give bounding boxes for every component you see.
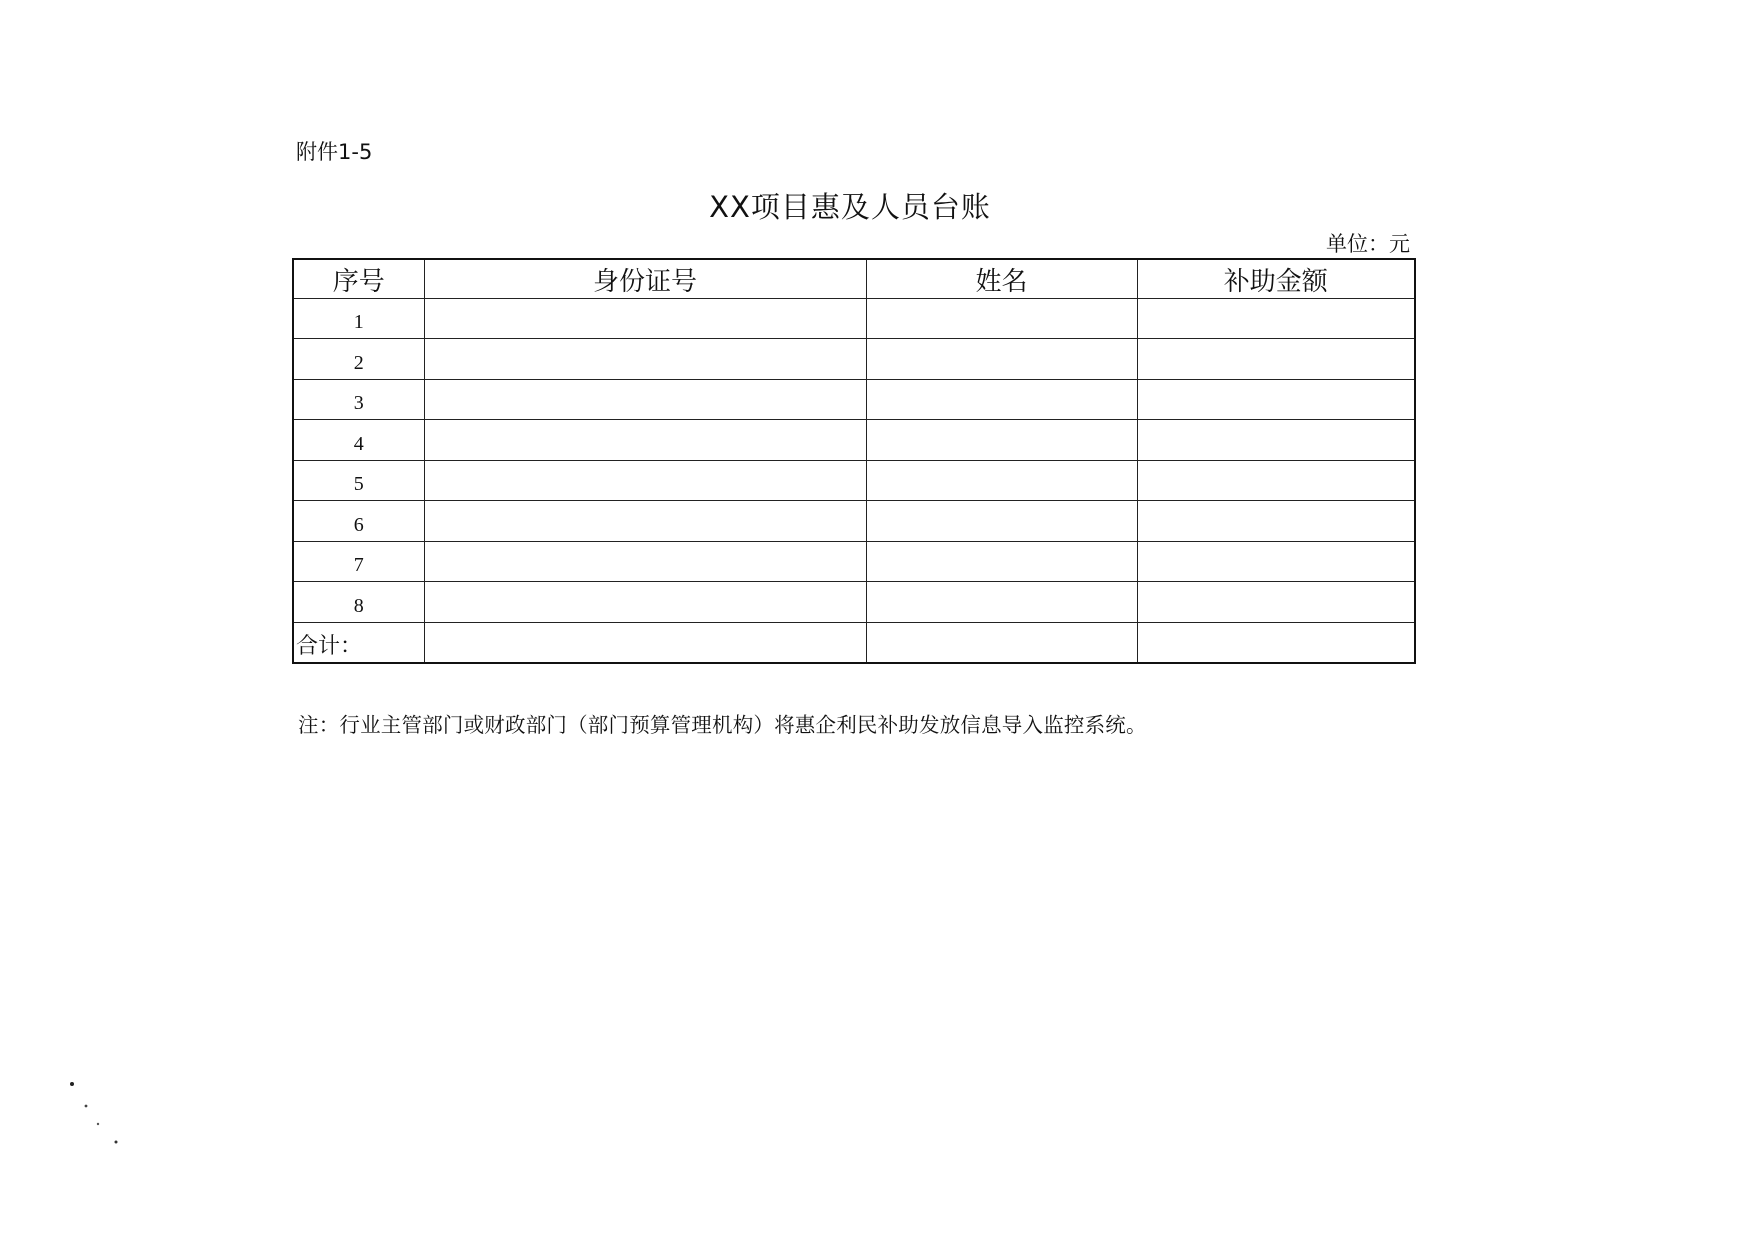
attachment-label: 附件1-5	[296, 140, 373, 164]
header-seq: 序号	[293, 259, 424, 298]
table-total-row	[293, 622, 1415, 663]
cell-name	[866, 582, 1137, 623]
row-seq: 1	[293, 298, 424, 339]
cell-name	[866, 541, 1137, 582]
cell-id-number	[424, 582, 866, 623]
table-row	[293, 501, 1415, 542]
table-row	[293, 379, 1415, 420]
cell-name	[866, 339, 1137, 380]
cell-name	[866, 501, 1137, 542]
document-title: XX项目惠及人员台账	[709, 190, 991, 224]
cell-id-number	[424, 541, 866, 582]
header-id-number: 身份证号	[424, 259, 866, 298]
cell-subsidy-amount	[1137, 460, 1415, 501]
unit-label: 单位：元	[1326, 232, 1410, 256]
cell-id-number	[424, 420, 866, 461]
cell-id-number	[424, 298, 866, 339]
cell-id-number	[424, 460, 866, 501]
total-subsidy-amount	[1137, 622, 1415, 663]
table-header-row	[293, 259, 1415, 298]
total-label: 合计：	[293, 622, 424, 663]
table-row	[293, 460, 1415, 501]
row-seq: 4	[293, 420, 424, 461]
row-seq: 3	[293, 379, 424, 420]
cell-subsidy-amount	[1137, 298, 1415, 339]
row-seq: 6	[293, 501, 424, 542]
cell-subsidy-amount	[1137, 541, 1415, 582]
cell-subsidy-amount	[1137, 582, 1415, 623]
total-id-number	[424, 622, 866, 663]
table-row	[293, 582, 1415, 623]
cell-id-number	[424, 501, 866, 542]
header-name: 姓名	[866, 259, 1137, 298]
cell-subsidy-amount	[1137, 379, 1415, 420]
cell-name	[866, 298, 1137, 339]
cell-name	[866, 379, 1137, 420]
cell-subsidy-amount	[1137, 339, 1415, 380]
cell-subsidy-amount	[1137, 501, 1415, 542]
footnote: 注：行业主管部门或财政部门（部门预算管理机构）将惠企利民补助发放信息导入监控系统。	[298, 713, 1147, 737]
table-row	[293, 298, 1415, 339]
cell-id-number	[424, 339, 866, 380]
row-seq: 8	[293, 582, 424, 623]
table-row	[293, 541, 1415, 582]
cell-name	[866, 420, 1137, 461]
cell-name	[866, 460, 1137, 501]
table-row	[293, 339, 1415, 380]
total-name	[866, 622, 1137, 663]
row-seq: 2	[293, 339, 424, 380]
cell-id-number	[424, 379, 866, 420]
scan-speck-marks	[60, 1080, 120, 1150]
table-row	[293, 420, 1415, 461]
beneficiary-ledger-table	[292, 258, 1416, 664]
header-subsidy-amount: 补助金额	[1137, 259, 1415, 298]
row-seq: 5	[293, 460, 424, 501]
cell-subsidy-amount	[1137, 420, 1415, 461]
row-seq: 7	[293, 541, 424, 582]
